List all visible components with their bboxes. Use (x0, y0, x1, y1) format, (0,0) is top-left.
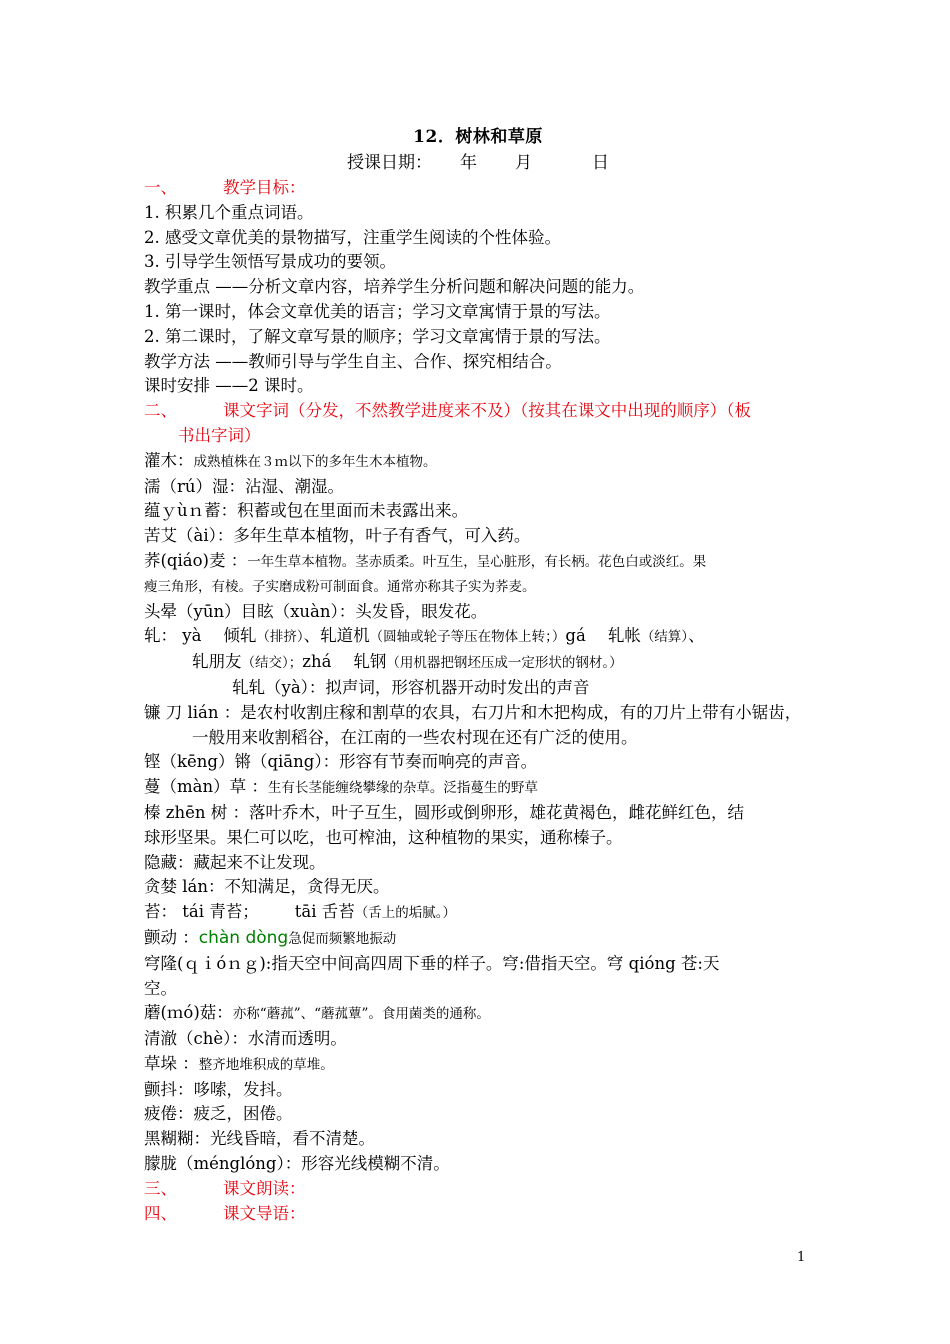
vocab-entry: 蘑(ｍó)菇：亦称“蘑菰”、“蘑菰蕈”。食用菌类的通称。 (144, 1003, 490, 1023)
vocab-entry: 濡（rú）湿：沾湿、潮湿。 (144, 476, 345, 496)
vocab-entry-cont: 空。 (144, 978, 177, 998)
vocab-entry: 蔓（màn）草 ：生有长茎能缠绕攀缘的杂草。泛指蔓生的野草 (144, 777, 538, 797)
teaching-focus: 教学重点 ——分析文章内容，培养学生分析问题和解决问题的能力。 (144, 277, 645, 297)
vocab-entry: 黑糊糊：光线昏暗，看不清楚。 (144, 1129, 375, 1149)
vocab-entry-cont: 瘦三角形，有棱。子实磨成粉可制面食。通常亦称其子实为荞麦。 (144, 578, 536, 595)
vocab-entry: 头晕（yūn）目眩（xuàn）：头发昏，眼发花。 (144, 601, 488, 621)
vocab-entry: 轧： yà 倾轧（排挤）、轧道机（圆轴或轮子等压在物体上转；）gá 轧帐（结算）、 (144, 626, 705, 646)
goal-item: 2. 感受文章优美的景物描写，注重学生阅读的个性体验。 (144, 227, 561, 247)
vocab-entry: 镰 刀 lián ：是农村收割庄稼和割草的农具，右刀片和木把构成，有的刀片上带有小锯齿，一般用来收割稻谷，在江南的一些农村现在还有广泛的使用。 (144, 702, 802, 747)
pinyin-highlight: chàn dòng (198, 927, 289, 948)
vocab-entry: 榛 zhēn 树 ：落叶乔木，叶子互生，圆形或倒卵形，雄花黄褐色，雌花鲜红色，结 (144, 802, 744, 822)
document-page (144, 124, 812, 1226)
page-number: 1 (797, 1250, 806, 1265)
vocab-entry-cont: 轧轧（yà）：拟声词，形容机器开动时发出的声音 (232, 677, 590, 697)
vocab-entry: 颤动 ：chàn dòng急促而频繁地振动 (144, 927, 397, 948)
section-heading-goals: 一、 教学目标： (144, 178, 306, 197)
vocab-entry: 灌木：成熟植株在３ｍ以下的多年生木本植物。 (144, 450, 437, 470)
date-day: 日 (592, 153, 609, 173)
vocab-entry: 朦胧（ménglóng）：形容光线模糊不清。 (144, 1154, 450, 1174)
class-schedule: 课时安排 ——2 课时。 (144, 376, 314, 396)
goal-item: 1. 积累几个重点词语。 (144, 202, 314, 222)
vocab-entry-cont: 球形坚果。果仁可以吃，也可榨油，这种植物的果实，通称榛子。 (144, 827, 623, 847)
goal-item: 3. 引导学生领悟写景成功的要领。 (144, 252, 396, 272)
date-label: 授课日期： (347, 153, 432, 173)
document-title: 12．树林和草原 (413, 127, 543, 147)
vocab-entry: 清澈（chè）：水清而透明。 (144, 1029, 347, 1049)
vocab-entry: 草垛 ：整齐地堆积成的草堆。 (144, 1053, 334, 1073)
vocab-entry: 苔： tái 青苔； tāi 舌苔（舌上的垢腻。） (144, 902, 456, 922)
vocab-entry: 疲倦：疲乏，困倦。 (144, 1104, 293, 1124)
vocab-entry-cont: 轧朋友（结交）；zhá 轧钢（用机器把钢坯压成一定形状的钢材。） (192, 652, 623, 672)
vocab-entry: 苦艾（ài）：多年生草本植物，叶子有香气，可入药。 (144, 526, 531, 546)
vocab-entry: 荞(qiáo)麦 ：一年生草本植物。茎赤质柔。叶互生，呈心脏形，有长柄。花色白或淡红。果 (144, 550, 707, 570)
section-heading-reading: 三、 课文朗读： (144, 1178, 306, 1198)
vocab-entry: 隐藏：藏起来不让发现。 (144, 852, 326, 872)
vocab-entry: 颤抖：哆嗦，发抖。 (144, 1079, 293, 1099)
teaching-method: 教学方法 ——教师引导与学生自主、合作、探究相结合。 (144, 351, 562, 371)
vocab-entry: 贪婪 lán：不知满足，贪得无厌。 (144, 877, 390, 897)
vocab-entry: 铿（kēng）锵（qiāng）：形容有节奏而响亮的声音。 (144, 752, 538, 772)
vocab-entry: 蕴ｙùｎ蓄：积蓄或包在里面而未表露出来。 (144, 501, 469, 521)
date-month: 月 (515, 153, 532, 173)
section-heading-intro: 四、 课文导语： (144, 1203, 306, 1223)
lesson-item: 1. 第一课时，体会文章优美的语言；学习文章寓情于景的写法。 (144, 301, 611, 321)
section-heading-vocab: 二、 课文字词（分发，不然教学进度来不及）（按其在课文中出现的顺序）（板 (144, 401, 751, 421)
date-year: 年 (460, 153, 477, 173)
section-heading-vocab-cont: 书出字词） (178, 425, 261, 445)
lesson-date-line (144, 150, 812, 176)
vocab-entry: 穹隆(ｑｉóｎｇ):指天空中间高四周下垂的样子。穹:借指天空。穹 qióng 苍:天 (144, 953, 720, 973)
lesson-item: 2. 第二课时，了解文章写景的顺序；学习文章寓情于景的写法。 (144, 326, 611, 346)
